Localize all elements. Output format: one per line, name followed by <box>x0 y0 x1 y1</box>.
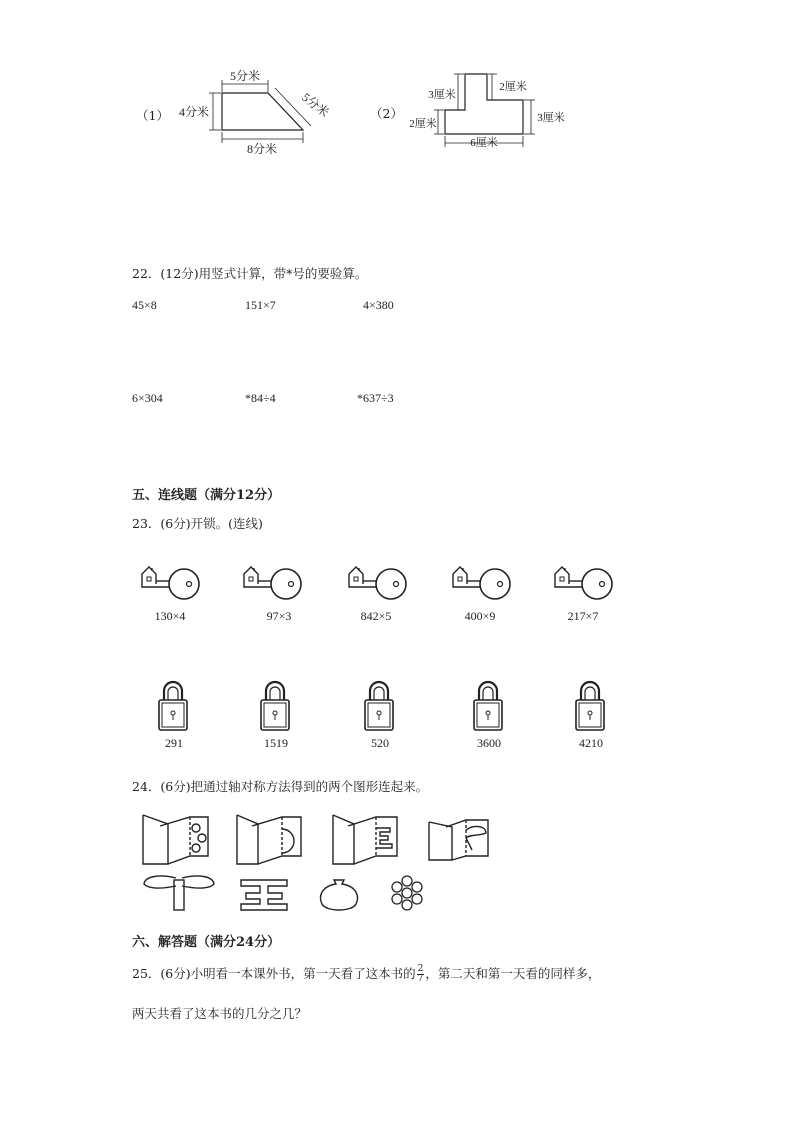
fraction-denominator: 7 <box>417 974 424 984</box>
fig2-right-label: 3厘米 <box>537 112 565 124</box>
fig1-bottom-label: 8分米 <box>246 142 278 156</box>
section5-title: 五、连线题（满分12分） <box>132 488 281 503</box>
lock-number: 4210 <box>579 736 603 750</box>
calc-item: 151×7 <box>245 298 276 312</box>
fig1-slant-label: 5分米 <box>299 90 332 120</box>
key-expression: 400×9 <box>464 609 496 623</box>
lock-number: 520 <box>371 736 389 750</box>
lock-number: 291 <box>165 736 183 750</box>
fig1-top-label: 5分米 <box>229 69 261 83</box>
fig2-left-lower-label: 2厘米 <box>409 118 437 130</box>
calc-item: *637÷3 <box>357 391 394 405</box>
key-expression: 130×4 <box>154 609 186 623</box>
q25-line1 <box>132 964 600 984</box>
king-character-shape <box>241 880 287 910</box>
q24-title: 24．(6分)把通过轴对称方法得到的两个图形连起来。 <box>132 779 429 794</box>
dragonfly-shape <box>144 876 214 910</box>
fraction-numerator: 2 <box>417 964 424 974</box>
fig2-left-upper-label: 3厘米 <box>428 89 456 101</box>
q25-prefix: 25．(6分)小明看一本课外书，第一天看了这本书的 <box>132 966 416 981</box>
q25-suffix: ，第二天和第一天看的同样多， <box>425 966 601 981</box>
fig1-left-label: 4分米 <box>178 105 210 119</box>
calc-item: 45×8 <box>132 298 157 312</box>
folded-paper-dragonfly <box>429 820 488 860</box>
flower-shape <box>392 876 422 910</box>
pot-shape <box>321 880 358 910</box>
fig2-bottom-label: 6厘米 <box>470 137 498 149</box>
key-expression: 217×7 <box>567 609 599 623</box>
folded-paper-arch <box>237 815 301 864</box>
fig1-label: （1） <box>136 108 169 123</box>
calc-item: 4×380 <box>363 298 394 312</box>
lock-number: 3600 <box>477 736 501 750</box>
calc-item: 6×304 <box>132 391 163 405</box>
key-expression: 97×3 <box>266 609 292 623</box>
folded-paper-king <box>333 815 397 864</box>
q23-title: 23．(6分)开锁。(连线) <box>132 516 263 531</box>
section6-title: 六、解答题（满分24分） <box>132 935 281 950</box>
fig2-label: （2） <box>370 106 403 121</box>
q25-line2: 两天共看了这本书的几分之几？ <box>132 1006 308 1021</box>
q25-fraction <box>417 965 425 984</box>
folded-paper-flower <box>143 815 208 864</box>
q22-title: 22．(12分)用竖式计算，带*号的要验算。 <box>132 266 368 281</box>
calc-item: *84÷4 <box>245 391 276 405</box>
key-expression: 842×5 <box>360 609 392 623</box>
lock-number: 1519 <box>264 736 288 750</box>
fig2-notch-label: 2厘米 <box>499 81 527 93</box>
